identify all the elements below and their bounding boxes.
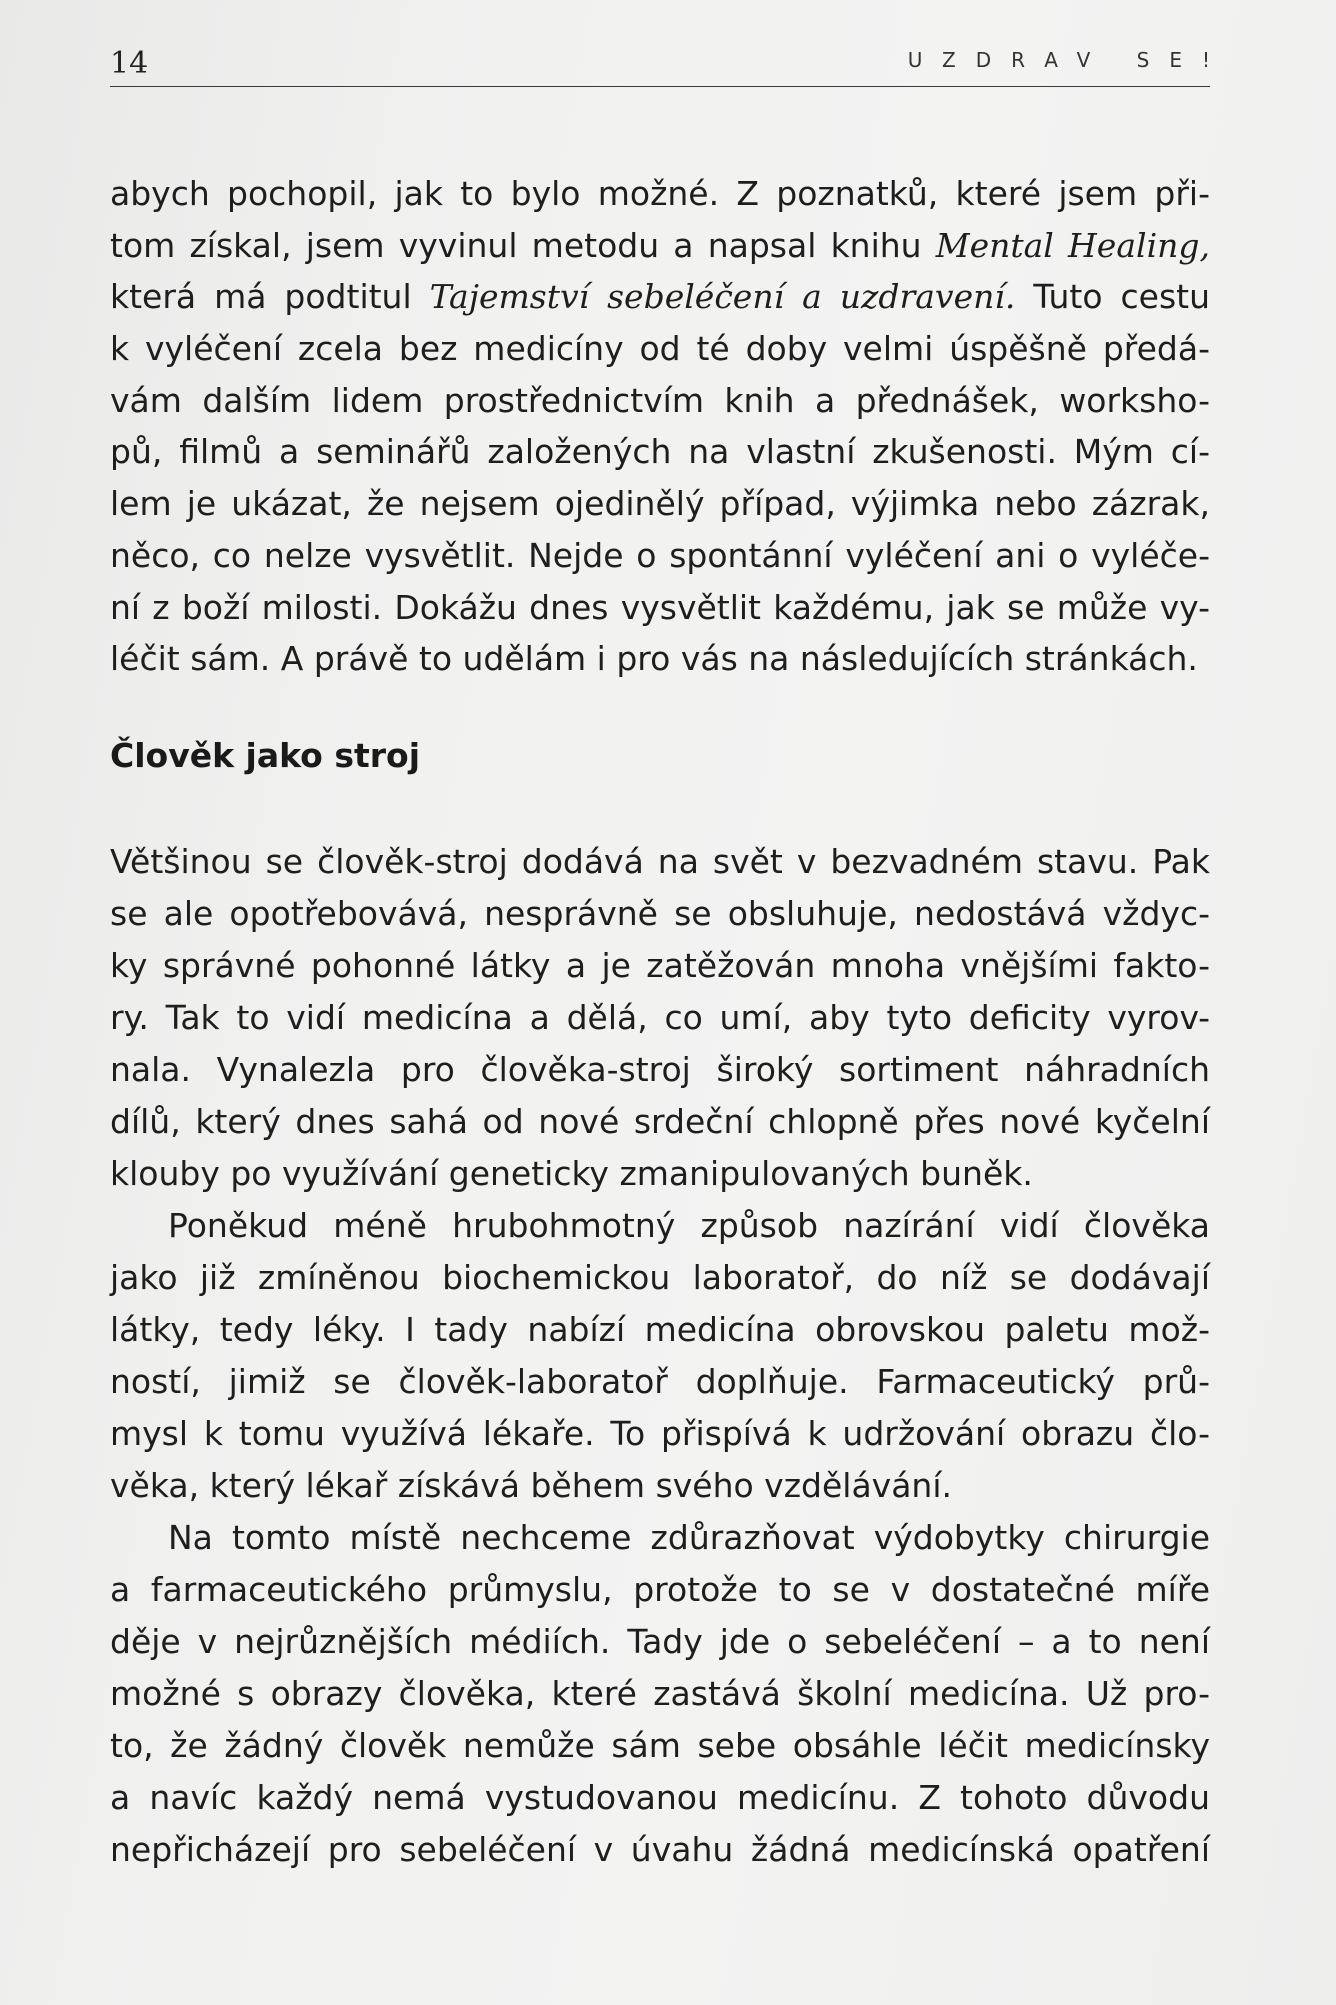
- text-line: lem je ukázat, že nejsem ojedinělý případ, výjimka nebo zázrak,: [110, 484, 1210, 524]
- text-line: nepřicházejí pro sebeléčení v úvahu žádná medicínská opatření: [110, 1830, 1210, 1869]
- section-body: [110, 836, 1210, 1876]
- text-line: věka, který lékař získává během svého vzdělávání.: [110, 1466, 952, 1505]
- text-line: abych pochopil, jak to bylo možné. Z poznatků, které jsem při-: [110, 174, 1210, 213]
- text-line: jako již zmíněnou biochemickou laboratoř, do níž se dodávají: [110, 1258, 1210, 1297]
- text-line: pů, filmů a seminářů založených na vlastní zkušenosti. Mým cí-: [110, 432, 1210, 472]
- text-fragment: Tuto cestu: [1015, 277, 1210, 317]
- text-line: a navíc každý nemá vystudovanou medicínu. Z tohoto důvodu: [110, 1778, 1210, 1817]
- text-line: něco, co nelze vysvětlit. Nejde o spontánní vyléčení ani o vyléče-: [110, 535, 1210, 575]
- text-line: dílů, který dnes sahá od nové srdeční chlopně přes nové kyčelní: [110, 1102, 1210, 1141]
- text-line: se ale opotřebovává, nesprávně se obsluhuje, nedostává vždyc-: [110, 894, 1210, 933]
- paragraph: [110, 1200, 1210, 1512]
- text-line: ry. Tak to vidí medicína a dělá, co umí, aby tyto deficity vyrov-: [110, 998, 1210, 1037]
- text-line: nala. Vynalezla pro člověka-stroj široký sortiment náhradních: [110, 1050, 1210, 1089]
- text-line: mysl k tomu využívá lékaře. To přispívá k udržování obrazu člo-: [110, 1414, 1210, 1453]
- paragraph: [110, 836, 1210, 1200]
- running-header: [110, 38, 1230, 87]
- book-subtitle: Tajemství sebeléčení a uzdravení.: [429, 277, 1016, 317]
- text-line: ností, jimiž se člověk-laboratoř doplňuje. Farmaceutický prů-: [110, 1362, 1210, 1401]
- text-line: Poněkud méně hrubohmotný způsob nazírání vidí člověka: [168, 1206, 1210, 1245]
- text-line: látky, tedy léky. I tady nabízí medicína obrovskou paletu mož-: [110, 1310, 1210, 1349]
- page-number: 14: [110, 46, 149, 81]
- text-line: [110, 220, 1210, 272]
- text-line: ky správné pohonné látky a je zatěžován mnoha vnějšími fakto-: [110, 946, 1210, 985]
- text-line: a farmaceutického průmyslu, protože to se v dostatečné míře: [110, 1570, 1210, 1609]
- text-line: [110, 271, 1210, 323]
- text-line: léčit sám. A právě to udělám i pro vás na následujících stránkách.: [110, 639, 1198, 679]
- text-fragment: která má podtitul: [110, 277, 430, 317]
- running-title: UZDRAV SE!: [907, 48, 1230, 72]
- book-name: Mental Healing,: [935, 225, 1210, 265]
- text-line: Většinou se člověk-stroj dodává na svět v bezvadném stavu. Pak: [110, 842, 1210, 881]
- text-line: možné s obrazy člověka, které zastává školní medicína. Už pro-: [110, 1674, 1210, 1713]
- paragraph-intro: [110, 168, 1210, 685]
- paragraph: [110, 1512, 1210, 1876]
- text-line: k vyléčení zcela bez medicíny od té doby velmi úspěšně předá-: [110, 329, 1210, 369]
- text-line: děje v nejrůznějších médiích. Tady jde o sebeléčení – a to není: [110, 1622, 1210, 1661]
- text-line: klouby po využívání geneticky zmanipulovaných buněk.: [110, 1154, 1033, 1193]
- text-fragment: tom získal, jsem vyvinul metodu a napsal knihu: [110, 225, 936, 265]
- text-line: vám dalším lidem prostřednictvím knih a přednášek, worksho-: [110, 380, 1210, 420]
- section-heading: Člověk jako stroj: [110, 736, 421, 775]
- text-line: to, že žádný člověk nemůže sám sebe obsáhle léčit medicínsky: [110, 1726, 1210, 1765]
- text-line: Na tomto místě nechceme zdůrazňovat výdobytky chirurgie: [168, 1518, 1210, 1557]
- text-line: ní z boží milosti. Dokážu dnes vysvětlit každému, jak se může vy-: [110, 587, 1210, 627]
